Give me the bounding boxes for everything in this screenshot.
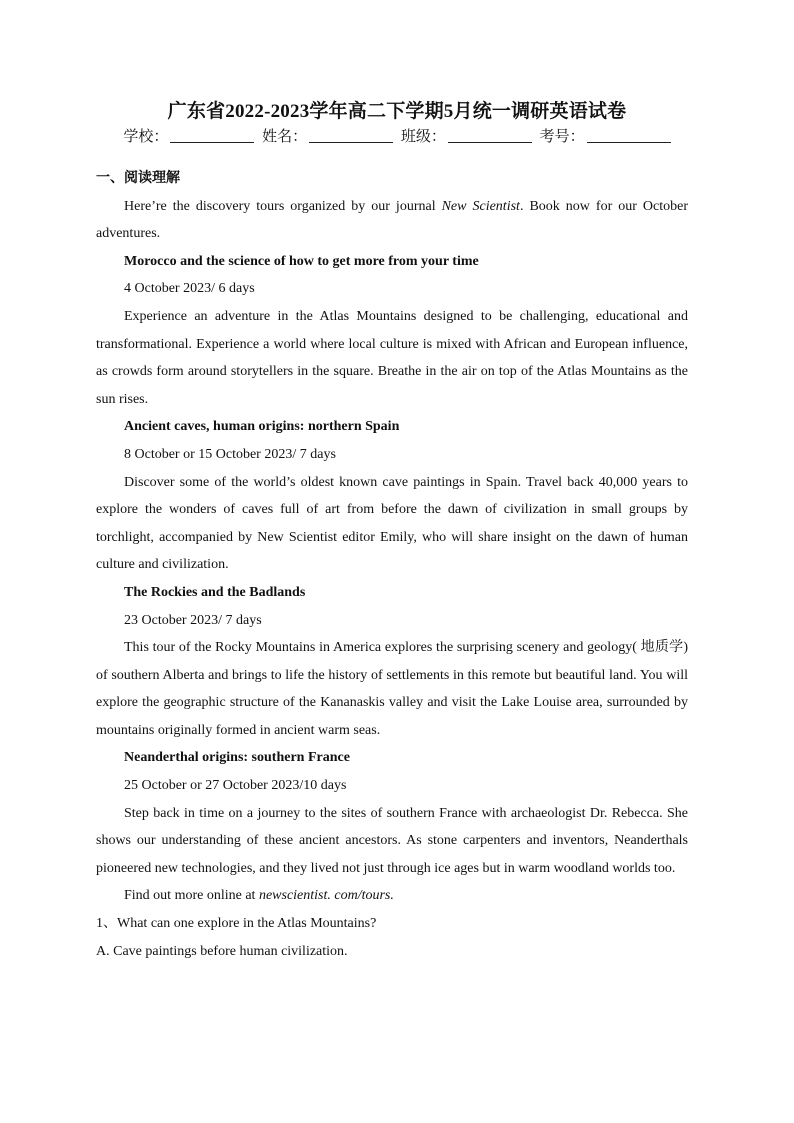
page-title: 广东省2022-2023学年高二下学期5月统一调研英语试卷 [167,101,627,122]
tour-date: 8 October or 15 October 2023/ 7 days [124,446,336,462]
name-label: 姓名： [262,129,308,145]
tour-description: Experience an adventure in the Atlas Mountains designed to be challenging, educational and transformational. Experience a world where local culture is mixed with African and European influence, as crowds form around storytellers in the square. Breathe in the air on top of the Atlas Mountains as the sun rises. [96,308,688,407]
tour-date: 23 October 2023/ 7 days [124,612,262,628]
intro-text-after: . Book now for our October adventures. [96,198,689,242]
tour-title: The Rockies and the Badlands [124,584,306,600]
intro-paragraph [96,193,688,248]
tour-date: 4 October 2023/ 6 days [124,281,255,297]
tour-date: 25 October or 27 October 2023/10 days [124,778,347,794]
reading-section [96,165,688,965]
closing-text: Find out more online at [124,888,259,904]
class-blank [448,128,532,143]
tour-description: This tour of the Rocky Mountains in America explores the surprising scenery and geology( 地质学) of southern Alberta and brings to life the history of settlements in this remote but beautiful land. You will explore the geographic structure of the Kananaskis valley and visit the Lake Louise area, surrounded by mountains originally formed in ancient warm seas. [96,640,688,738]
section-heading: 一、阅读理解 [96,171,180,186]
school-label: 学校： [123,129,169,145]
tour-title: Morocco and the science of how to get more from your time [124,253,479,269]
class-label: 班级： [400,129,446,145]
intro-text-before: Here’re the discovery tours organized by our journal [124,198,442,214]
website-link: newscientist. com/tours. [258,888,394,904]
school-blank [170,128,254,143]
name-blank [309,128,393,143]
journal-name: New Scientist [441,198,520,214]
number-blank [587,128,671,143]
tour-description: Discover some of the world’s oldest known cave paintings in Spain. Travel back 40,000 years to explore the wonders of caves full of art from before the dawn of civilization in small groups by torchlight, accompanied by New Scientist editor Emily, who will share insight on the dawn of human culture and civilization. [96,474,688,573]
question-stem: 1、What can one explore in the Atlas Mountains? [96,916,377,932]
tour-title: Ancient caves, human origins: northern Spain [124,419,400,435]
tour-description: Step back in time on a journey to the sites of southern France with archaeologist Dr. Rebecca. She shows our understanding of these ancient ancestors. As stone carpenters and inventors, Neanderthals pioneered new technologies, and they lived not just through ice ages but in warm woodland worlds too. [96,805,688,876]
tour-title: Neanderthal origins: southern France [124,750,350,766]
number-label: 考号： [539,129,585,145]
closing-line [96,882,688,910]
student-info-row [0,125,794,146]
option-a: A. Cave paintings before human civilization. [96,943,348,959]
